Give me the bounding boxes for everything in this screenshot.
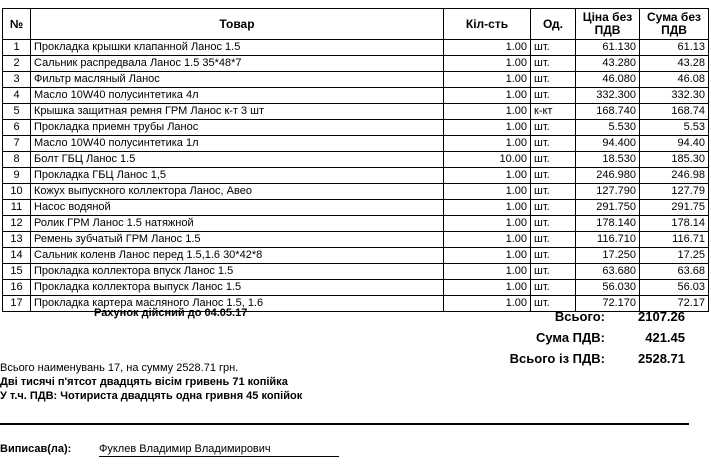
- row-sum: 127.79: [640, 184, 709, 200]
- row-price: 63.680: [576, 264, 640, 280]
- row-unit: шт.: [531, 280, 576, 296]
- row-unit: шт.: [531, 56, 576, 72]
- vat-row: [510, 327, 685, 348]
- header-quantity: Кіл-сть: [444, 9, 531, 40]
- row-number: 2: [3, 56, 31, 72]
- table-row: [3, 136, 709, 152]
- row-price: 61.130: [576, 40, 640, 56]
- row-unit: шт.: [531, 184, 576, 200]
- row-quantity: 1.00: [444, 248, 531, 264]
- header-item: Товар: [31, 9, 444, 40]
- row-item: Прокладка крышки клапанной Ланос 1.5: [31, 40, 444, 56]
- row-item: Прокладка приемн трубы Ланос: [31, 120, 444, 136]
- row-item: Болт ГБЦ Ланос 1.5: [31, 152, 444, 168]
- row-quantity: 1.00: [444, 168, 531, 184]
- table-row: [3, 248, 709, 264]
- invoice-table: [2, 8, 709, 312]
- row-item: Ролик ГРМ Ланос 1.5 натяжной: [31, 216, 444, 232]
- row-sum: 43.28: [640, 56, 709, 72]
- row-item: Сальник распредвала Ланос 1.5 35*48*7: [31, 56, 444, 72]
- row-unit: к-кт: [531, 104, 576, 120]
- vat-in-words: У т.ч. ПДВ: Чотириста двадцять одна гривня 45 копійок: [0, 390, 303, 402]
- row-quantity: 1.00: [444, 232, 531, 248]
- row-quantity: 1.00: [444, 72, 531, 88]
- row-number: 13: [3, 232, 31, 248]
- row-sum: 63.68: [640, 264, 709, 280]
- row-quantity: 10.00: [444, 152, 531, 168]
- row-item: Прокладка коллектора выпуск Ланос 1.5: [31, 280, 444, 296]
- signer-label: Виписав(ла):: [0, 443, 72, 455]
- items-count-line: Всього наименувань 17, на сумму 2528.71 грн.: [0, 362, 239, 374]
- row-item: Масло 10W40 полусинтетика 1л: [31, 136, 444, 152]
- row-unit: шт.: [531, 88, 576, 104]
- row-item: Кожух выпускного коллектора Ланос, Авео: [31, 184, 444, 200]
- row-number: 3: [3, 72, 31, 88]
- row-sum: 168.74: [640, 104, 709, 120]
- table-row: [3, 152, 709, 168]
- row-number: 10: [3, 184, 31, 200]
- table-row: [3, 56, 709, 72]
- total-label: Всього:: [554, 309, 605, 324]
- row-unit: шт.: [531, 216, 576, 232]
- row-number: 9: [3, 168, 31, 184]
- table-row: [3, 168, 709, 184]
- row-price: 17.250: [576, 248, 640, 264]
- row-price: 72.170: [576, 296, 640, 312]
- row-number: 8: [3, 152, 31, 168]
- row-unit: шт.: [531, 152, 576, 168]
- row-sum: 185.30: [640, 152, 709, 168]
- row-unit: шт.: [531, 200, 576, 216]
- row-number: 5: [3, 104, 31, 120]
- row-number: 17: [3, 296, 31, 312]
- row-sum: 5.53: [640, 120, 709, 136]
- row-quantity: 1.00: [444, 88, 531, 104]
- table-row: [3, 280, 709, 296]
- row-price: 168.740: [576, 104, 640, 120]
- row-price: 46.080: [576, 72, 640, 88]
- table-row: [3, 216, 709, 232]
- row-price: 43.280: [576, 56, 640, 72]
- vat-label: Сума ПДВ:: [535, 330, 605, 345]
- row-quantity: 1.00: [444, 120, 531, 136]
- row-price: 56.030: [576, 280, 640, 296]
- row-quantity: 1.00: [444, 280, 531, 296]
- row-number: 12: [3, 216, 31, 232]
- row-price: 5.530: [576, 120, 640, 136]
- row-sum: 178.14: [640, 216, 709, 232]
- row-unit: шт.: [531, 248, 576, 264]
- row-number: 4: [3, 88, 31, 104]
- row-unit: шт.: [531, 296, 576, 312]
- vat-value: 421.45: [645, 330, 685, 345]
- row-sum: 291.75: [640, 200, 709, 216]
- totals-block: [510, 306, 685, 369]
- divider: [0, 423, 689, 425]
- table-row: [3, 120, 709, 136]
- row-item: Крышка защитная ремня ГРМ Ланос к-т 3 шт: [31, 104, 444, 120]
- row-unit: шт.: [531, 168, 576, 184]
- row-number: 16: [3, 280, 31, 296]
- row-number: 1: [3, 40, 31, 56]
- row-number: 6: [3, 120, 31, 136]
- row-item: Прокладка картера масляного Ланос 1.5, 1.6: [31, 296, 444, 312]
- row-item: Масло 10W40 полусинтетика 4л: [31, 88, 444, 104]
- table-row: [3, 72, 709, 88]
- row-number: 15: [3, 264, 31, 280]
- table-row: [3, 88, 709, 104]
- row-number: 7: [3, 136, 31, 152]
- row-item: Фильтр масляный Ланос: [31, 72, 444, 88]
- row-quantity: 1.00: [444, 40, 531, 56]
- header-unit: Од.: [531, 9, 576, 40]
- total-value: 2107.26: [638, 309, 685, 324]
- row-quantity: 1.00: [444, 184, 531, 200]
- valid-until-note: Рахунок дійсний до 04.05.17: [94, 307, 248, 319]
- row-quantity: 1.00: [444, 200, 531, 216]
- table-header-row: [3, 9, 709, 40]
- row-unit: шт.: [531, 264, 576, 280]
- row-item: Прокладка коллектора впуск Ланос 1.5: [31, 264, 444, 280]
- row-sum: 17.25: [640, 248, 709, 264]
- row-sum: 56.03: [640, 280, 709, 296]
- row-number: 14: [3, 248, 31, 264]
- row-price: 178.140: [576, 216, 640, 232]
- row-quantity: 1.00: [444, 216, 531, 232]
- row-quantity: 1.00: [444, 264, 531, 280]
- table-row: [3, 40, 709, 56]
- header-price: Ціна без ПДВ: [576, 9, 640, 40]
- row-item: Ремень зубчатый ГРМ Ланос 1.5: [31, 232, 444, 248]
- row-unit: шт.: [531, 72, 576, 88]
- table-row: [3, 232, 709, 248]
- row-sum: 72.17: [640, 296, 709, 312]
- amount-in-words: Дві тисячі п'ятсот двадцять вісім гривень 71 копійка: [0, 376, 288, 388]
- row-sum: 116.71: [640, 232, 709, 248]
- row-sum: 332.30: [640, 88, 709, 104]
- row-quantity: 1.00: [444, 136, 531, 152]
- grand-total-label: Всього із ПДВ:: [509, 351, 605, 366]
- row-unit: шт.: [531, 136, 576, 152]
- row-quantity: 1.00: [444, 296, 531, 312]
- row-item: Насос водяной: [31, 200, 444, 216]
- row-item: Прокладка ГБЦ Ланос 1,5: [31, 168, 444, 184]
- grand-total-value: 2528.71: [638, 351, 685, 366]
- header-number: №: [3, 9, 31, 40]
- row-price: 246.980: [576, 168, 640, 184]
- row-price: 332.300: [576, 88, 640, 104]
- row-sum: 246.98: [640, 168, 709, 184]
- row-price: 94.400: [576, 136, 640, 152]
- row-price: 127.790: [576, 184, 640, 200]
- amount-summary: [0, 361, 302, 403]
- row-price: 116.710: [576, 232, 640, 248]
- row-unit: шт.: [531, 40, 576, 56]
- row-sum: 94.40: [640, 136, 709, 152]
- table-row: [3, 200, 709, 216]
- row-unit: шт.: [531, 232, 576, 248]
- row-sum: 46.08: [640, 72, 709, 88]
- table-row: [3, 264, 709, 280]
- header-sum: Сума без ПДВ: [640, 9, 709, 40]
- row-item: Сальник коленв Ланос перед 1.5,1.6 30*42*8: [31, 248, 444, 264]
- signer-name: Фуклев Владимир Владимирович: [99, 443, 339, 457]
- total-row: [510, 306, 685, 327]
- row-unit: шт.: [531, 120, 576, 136]
- row-price: 291.750: [576, 200, 640, 216]
- table-row: [3, 104, 709, 120]
- row-quantity: 1.00: [444, 56, 531, 72]
- row-number: 11: [3, 200, 31, 216]
- row-sum: 61.13: [640, 40, 709, 56]
- row-quantity: 1.00: [444, 104, 531, 120]
- row-price: 18.530: [576, 152, 640, 168]
- grand-total-row: [510, 348, 685, 369]
- table-row: [3, 184, 709, 200]
